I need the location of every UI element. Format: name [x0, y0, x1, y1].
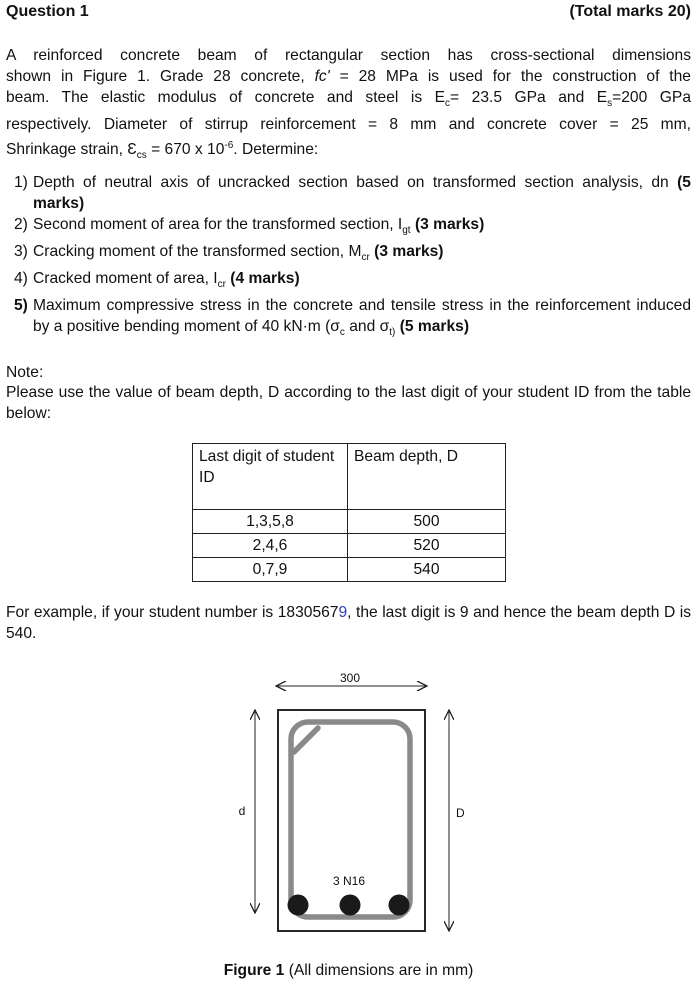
intro-line-3: beam. The elastic modulus of concrete and steel is $E_c= 23.5$ GPa and $E_s=200$ GPa — [6, 89, 691, 110]
figure-caption: Figure 1 (All dimensions are in mm) — [223, 962, 474, 979]
table-cell-depth: 520 — [348, 534, 506, 558]
task-item-3: 3) Cracking moment of the transformed section, $M_{cr}$ (3 marks) — [14, 243, 444, 264]
table-header-depth: Beam depth, D — [348, 444, 506, 510]
table-cell-id: 0,7,9 — [193, 558, 348, 582]
stirrup-hook — [294, 728, 318, 752]
table-cell-id: 1,3,5,8 — [193, 510, 348, 534]
table-cell-depth: 500 — [348, 510, 506, 534]
total-marks: (Total marks 20) — [569, 3, 691, 20]
rebar-label: 3 N16 — [332, 874, 366, 888]
width-dimension-label: 300 — [339, 671, 361, 685]
intro-line-2: shown in Figure 1. Grade 28 concrete, fc' = 28 MPa is used for the construction of the — [6, 68, 691, 85]
beam-section-figure — [6, 0, 691, 988]
question-page — [6, 0, 691, 988]
effective-depth-label: d — [238, 804, 246, 818]
table-cell-depth: 540 — [348, 558, 506, 582]
intro-line-5: Shrinkage strain, $Ɛ_{cs} = 670$ x $10^{-6}$. Determine: — [6, 140, 319, 162]
task-item-2: 2) Second moment of area for the transformed section, $I_{gt}$ (3 marks) — [14, 216, 485, 237]
rebar-center — [340, 895, 361, 916]
highlight-digit: 9 — [338, 604, 348, 621]
intro-line-4: respectively. Diameter of stirrup reinforcement = 8 mm and concrete cover = 25 mm, — [6, 116, 691, 134]
example-paragraph: For example, if your student number is 18305679, the last digit is 9 and hence the beam depth D is 540. — [6, 604, 691, 642]
rebar-left — [288, 895, 309, 916]
task-item-5: 5) Maximum compressive stress in the concrete and tensile stress in the reinforcement induced by a positive bending moment of 40 kN·m ($\sigma_c$ and $\sigma_{t)}$ (5 marks) — [14, 297, 691, 339]
fc-symbol: fc' — [314, 68, 330, 85]
rebar-right — [389, 895, 410, 916]
table-cell-id: 2,4,6 — [193, 534, 348, 558]
table-header-id: Last digit of student ID — [193, 444, 348, 510]
note-label: Note: — [6, 364, 44, 381]
task-item-4: 4) Cracked moment of area, $I_{cr}$ (4 marks) — [14, 270, 300, 291]
note-text: Please use the value of beam depth, D according to the last digit of your student ID from the table below: — [6, 384, 691, 422]
question-title: Question 1 — [6, 3, 89, 20]
total-depth-label: D — [456, 806, 465, 820]
intro-line-1: A reinforced concrete beam of rectangular section has cross-sectional dimensions — [6, 47, 691, 64]
task-item-1: 1) Depth of neutral axis of uncracked section based on transformed section analysis, dn (5 marks) — [14, 174, 691, 212]
